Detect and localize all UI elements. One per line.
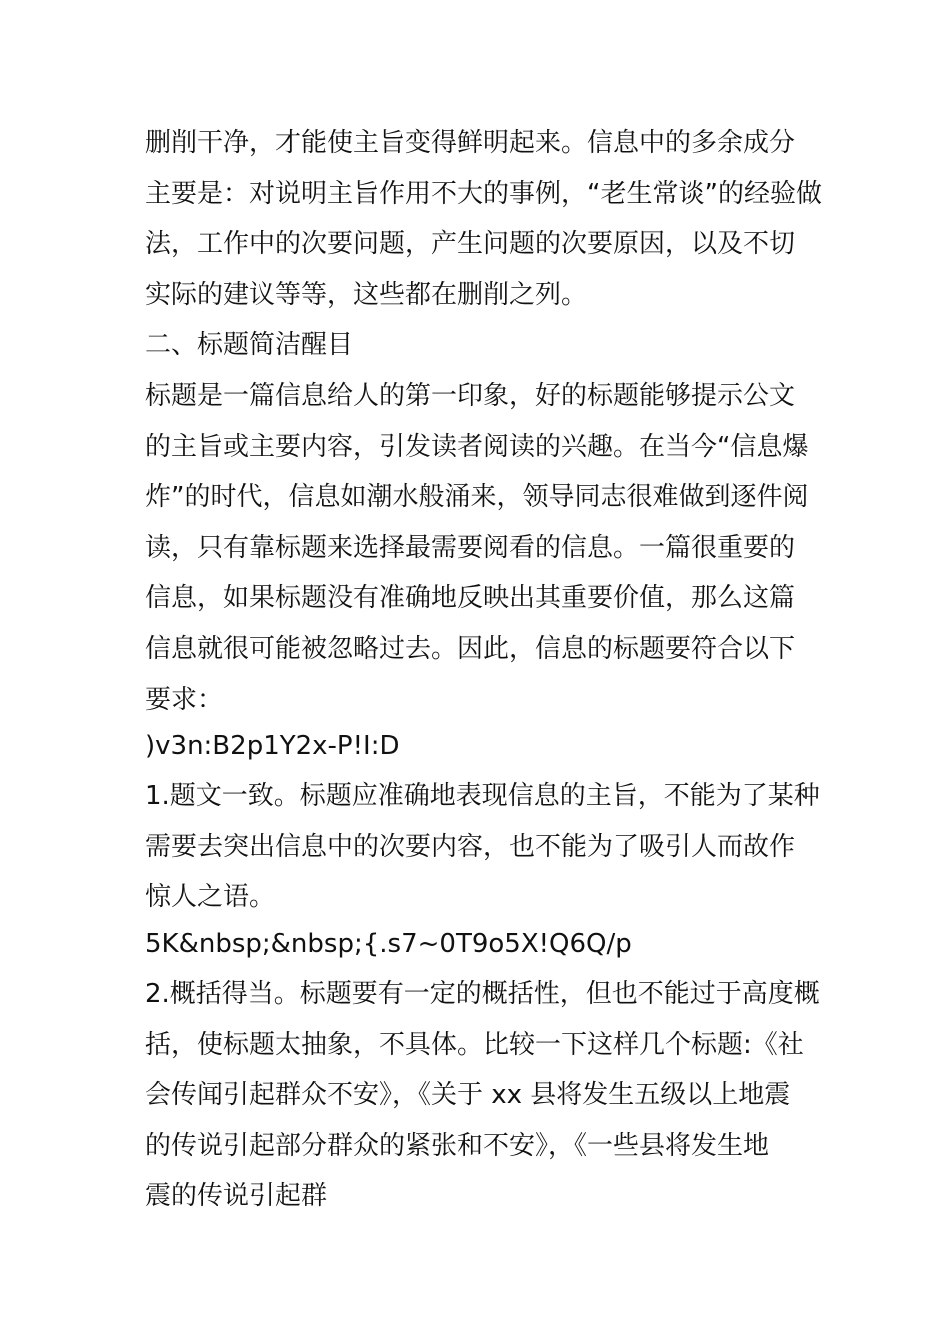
text-line-4: 实际的建议等等，这些都在删削之列。 <box>145 279 588 310</box>
section-heading: 二、标题简洁醒目 <box>145 330 354 361</box>
text-line-11: 信息就很可能被忽略过去。因此，信息的标题要符合以下 <box>145 633 796 664</box>
text-line-2: 主要是：对说明主旨作用不大的事例，“老生常谈”的经验做 <box>145 178 822 209</box>
text-line-16: 惊人之语。 <box>145 882 276 913</box>
text-line-10: 信息，如果标题没有准确地反映出其重要价值，那么这篇 <box>145 583 796 614</box>
text-line-14: 1.题文一致。标题应准确地表现信息的主旨，不能为了某种 <box>145 781 820 812</box>
document-body <box>145 118 822 1222</box>
text-line-6: 标题是一篇信息给人的第一印象，好的标题能够提示公文 <box>145 380 796 411</box>
text-line-15: 需要去突出信息中的次要内容，也不能为了吸引人而故作 <box>145 831 796 862</box>
text-line-1: 删削干净，才能使主旨变得鲜明起来。信息中的多余成分 <box>145 128 796 158</box>
text-line-21: 的传说引起部分群众的紧张和不安》，《一些县将发生地 <box>145 1130 770 1161</box>
text-line-18: 2.概括得当。标题要有一定的概括性，但也不能过于高度概 <box>145 978 820 1009</box>
text-line-12: 要求： <box>145 684 224 715</box>
text-line-8: 炸”的时代，信息如潮水般涌来，领导同志很难做到逐件阅 <box>145 482 809 513</box>
garbled-code-line-2: 5K&nbsp;&nbsp;{.s7~0T9o5X!Q6Q/p <box>145 928 632 959</box>
text-line-3: 法，工作中的次要问题，产生问题的次要原因，以及不切 <box>145 229 796 260</box>
text-line-7: 的主旨或主要内容，引发读者阅读的兴趣。在当今“信息爆 <box>145 431 809 462</box>
text-line-20: 会传闻引起群众不安》，《关于 xx 县将发生五级以上地震 <box>145 1080 791 1111</box>
garbled-code-line-1: )v3n:B2p1Y2x-P!I:D <box>145 731 400 762</box>
text-line-19: 括，使标题太抽象，不具体。比较一下这样几个标题:《社 <box>145 1029 804 1060</box>
text-line-22: 震的传说引起群 <box>145 1181 328 1212</box>
text-line-9: 读，只有靠标题来选择最需要阅看的信息。一篇很重要的 <box>145 532 796 563</box>
